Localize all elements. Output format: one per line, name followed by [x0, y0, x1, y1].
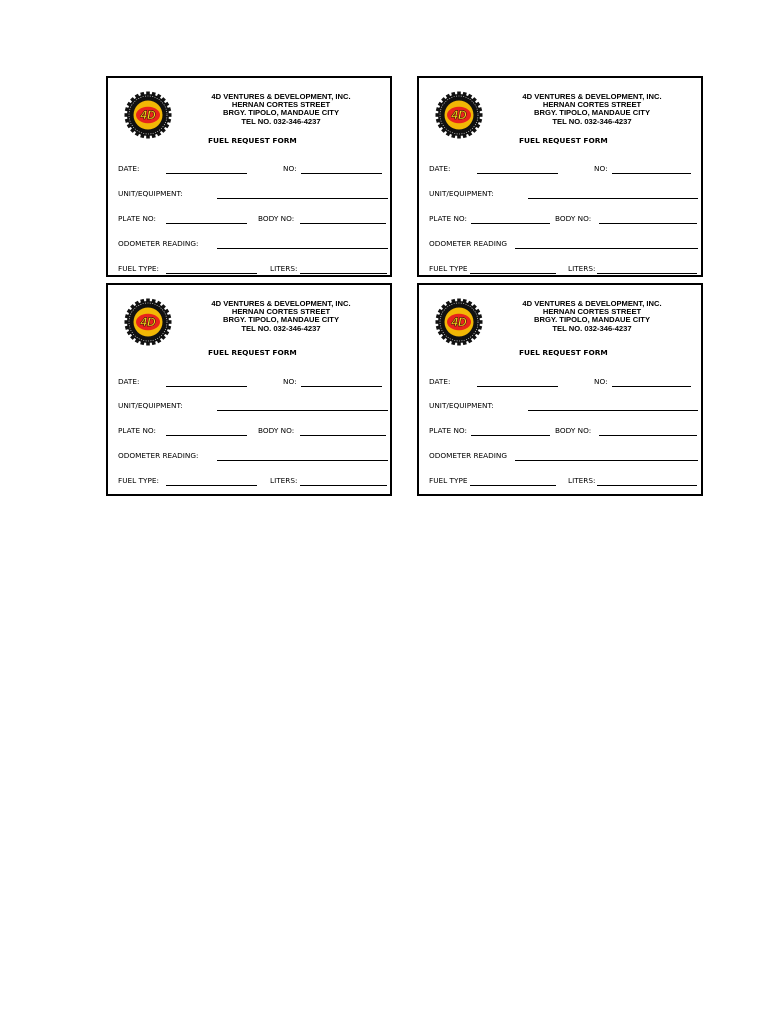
date-row — [118, 164, 384, 176]
plate-field[interactable] — [166, 435, 247, 436]
unit-label: UNIT/EQUIPMENT: — [429, 401, 494, 410]
fuel-field[interactable] — [166, 485, 257, 486]
date-label: DATE: — [118, 164, 140, 173]
unit-label: UNIT/EQUIPMENT: — [429, 189, 494, 198]
company-logo — [434, 90, 484, 140]
fuel-label: FUEL TYPE — [429, 476, 468, 485]
odometer-field[interactable] — [217, 460, 388, 461]
fuel-row — [118, 264, 384, 276]
odometer-row — [118, 239, 384, 251]
plate-row — [429, 214, 695, 226]
company-header — [497, 93, 687, 126]
liters-field[interactable] — [300, 485, 387, 486]
no-field[interactable] — [612, 386, 691, 387]
odometer-row — [429, 451, 695, 463]
body-label: BODY NO: — [555, 214, 592, 223]
plate-field[interactable] — [471, 223, 550, 224]
fuel-request-form-3 — [106, 283, 392, 496]
unit-row — [429, 189, 695, 201]
date-row — [429, 377, 695, 389]
liters-label: LITERS: — [270, 264, 298, 273]
date-label: DATE: — [429, 377, 451, 386]
plate-field[interactable] — [471, 435, 550, 436]
no-label: NO: — [283, 377, 297, 386]
date-row — [118, 377, 384, 389]
odometer-field[interactable] — [515, 248, 698, 249]
date-label: DATE: — [118, 377, 140, 386]
fuel-label: FUEL TYPE — [429, 264, 468, 273]
unit-label: UNIT/EQUIPMENT: — [118, 189, 183, 198]
fuel-field[interactable] — [470, 273, 556, 274]
body-field[interactable] — [300, 435, 386, 436]
company-street: HERNAN CORTES STREET — [542, 307, 642, 317]
odometer-row — [118, 451, 384, 463]
company-street: HERNAN CORTES STREET — [542, 100, 642, 110]
form-title: FUEL REQUEST FORM — [208, 136, 297, 145]
fuel-row — [429, 264, 695, 276]
body-label: BODY NO: — [258, 214, 295, 223]
logo-text: 4D — [451, 315, 467, 329]
unit-field[interactable] — [217, 410, 388, 411]
no-label: NO: — [594, 377, 608, 386]
no-field[interactable] — [301, 173, 382, 174]
plate-row — [118, 426, 384, 438]
no-label: NO: — [283, 164, 297, 173]
unit-label: UNIT/EQUIPMENT: — [118, 401, 183, 410]
liters-field[interactable] — [597, 273, 697, 274]
company-city: BRGY. TIPOLO, MANDAUE CITY — [533, 108, 651, 118]
unit-field[interactable] — [528, 198, 698, 199]
plate-label: PLATE NO: — [429, 426, 467, 435]
company-header — [497, 300, 687, 333]
company-header — [186, 300, 376, 333]
fuel-label: FUEL TYPE: — [118, 264, 159, 273]
fuel-field[interactable] — [166, 273, 257, 274]
company-city: BRGY. TIPOLO, MANDAUE CITY — [222, 108, 340, 118]
fuel-row — [429, 476, 695, 488]
liters-label: LITERS: — [270, 476, 298, 485]
logo-text: 4D — [140, 315, 156, 329]
fuel-request-form-1 — [106, 76, 392, 277]
unit-row — [429, 401, 695, 413]
logo-text: 4D — [140, 108, 156, 122]
liters-field[interactable] — [597, 485, 697, 486]
body-field[interactable] — [300, 223, 386, 224]
fuel-label: FUEL TYPE: — [118, 476, 159, 485]
company-phone: TEL NO. 032-346-4237 — [241, 323, 321, 333]
fuel-field[interactable] — [470, 485, 556, 486]
fuel-request-form-4 — [417, 283, 703, 496]
no-field[interactable] — [301, 386, 382, 387]
form-title: FUEL REQUEST FORM — [519, 136, 608, 145]
company-name: 4D VENTURES & DEVELOPMENT, INC. — [211, 299, 351, 308]
form-title: FUEL REQUEST FORM — [519, 348, 608, 357]
date-label: DATE: — [429, 164, 451, 173]
date-field[interactable] — [477, 173, 558, 174]
company-phone: TEL NO. 032-346-4237 — [552, 323, 632, 333]
company-name: 4D VENTURES & DEVELOPMENT, INC. — [522, 92, 662, 101]
unit-row — [118, 401, 384, 413]
date-field[interactable] — [477, 386, 558, 387]
company-street: HERNAN CORTES STREET — [231, 100, 331, 110]
date-field[interactable] — [166, 173, 247, 174]
unit-field[interactable] — [217, 198, 388, 199]
plate-label: PLATE NO: — [429, 214, 467, 223]
company-city: BRGY. TIPOLO, MANDAUE CITY — [222, 315, 340, 325]
unit-row — [118, 189, 384, 201]
odometer-row — [429, 239, 695, 251]
date-field[interactable] — [166, 386, 247, 387]
company-header — [186, 93, 376, 126]
body-label: BODY NO: — [258, 426, 295, 435]
plate-row — [118, 214, 384, 226]
form-title: FUEL REQUEST FORM — [208, 348, 297, 357]
company-logo — [434, 297, 484, 347]
company-logo — [123, 297, 173, 347]
company-name: 4D VENTURES & DEVELOPMENT, INC. — [211, 92, 351, 101]
body-field[interactable] — [599, 223, 697, 224]
company-logo — [123, 90, 173, 140]
fuel-request-form-2 — [417, 76, 703, 277]
odometer-field[interactable] — [217, 248, 388, 249]
body-label: BODY NO: — [555, 426, 592, 435]
company-phone: TEL NO. 032-346-4237 — [241, 116, 321, 126]
company-name: 4D VENTURES & DEVELOPMENT, INC. — [522, 299, 662, 308]
odometer-label: ODOMETER READING — [429, 451, 508, 460]
logo-text: 4D — [451, 108, 467, 122]
plate-label: PLATE NO: — [118, 426, 156, 435]
no-label: NO: — [594, 164, 608, 173]
liters-field[interactable] — [300, 273, 387, 274]
fuel-row — [118, 476, 384, 488]
odometer-label: ODOMETER READING: — [118, 239, 199, 248]
plate-row — [429, 426, 695, 438]
company-street: HERNAN CORTES STREET — [231, 307, 331, 317]
date-row — [429, 164, 695, 176]
odometer-field[interactable] — [515, 460, 698, 461]
odometer-label: ODOMETER READING: — [118, 451, 199, 460]
no-field[interactable] — [612, 173, 691, 174]
unit-field[interactable] — [528, 410, 698, 411]
body-field[interactable] — [599, 435, 697, 436]
liters-label: LITERS: — [568, 476, 596, 485]
plate-label: PLATE NO: — [118, 214, 156, 223]
company-phone: TEL NO. 032-346-4237 — [552, 116, 632, 126]
odometer-label: ODOMETER READING — [429, 239, 508, 248]
company-city: BRGY. TIPOLO, MANDAUE CITY — [533, 315, 651, 325]
liters-label: LITERS: — [568, 264, 596, 273]
plate-field[interactable] — [166, 223, 247, 224]
